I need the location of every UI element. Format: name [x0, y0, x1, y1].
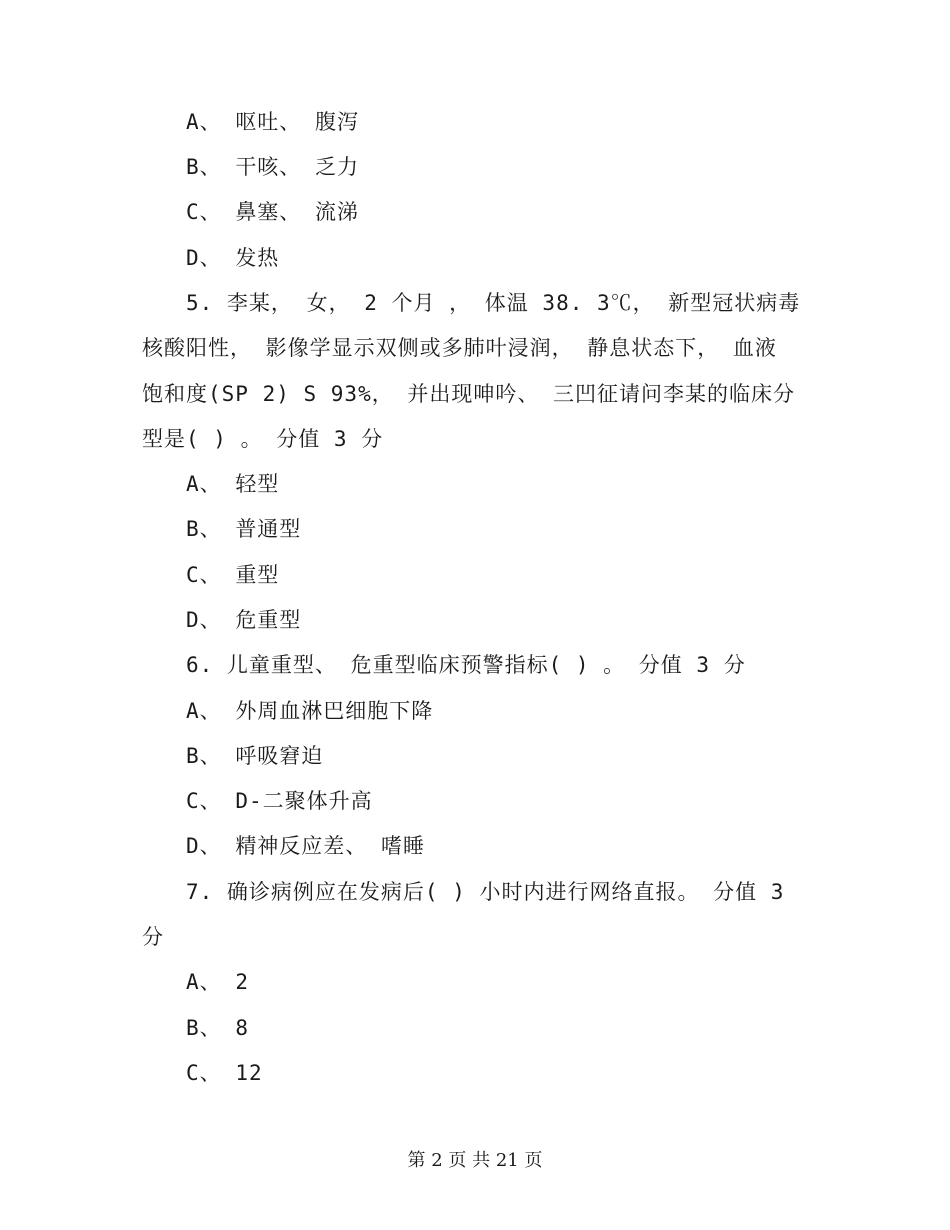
q5-option-a: A、 轻型 [186, 472, 280, 496]
page-number-footer: 第 2 页 共 21 页 [407, 1150, 543, 1171]
q7-question-line-2: 分 [142, 925, 164, 949]
q6-option-b: B、 呼吸窘迫 [186, 744, 324, 768]
q7-option-a: A、 2 [186, 970, 249, 994]
q4-option-c: C、 鼻塞、 流涕 [186, 200, 359, 224]
q5-question-line-1: 5. 李某， 女， 2 个月 ， 体温 38. 3℃， 新型冠状病毒 [186, 291, 801, 315]
q5-question-line-3: 饱和度(SP 2) S 93%， 并出现呻吟、 三凹征请问李某的临床分 [142, 382, 796, 406]
q5-question-line-2: 核酸阳性， 影像学显示双侧或多肺叶浸润， 静息状态下， 血液 [142, 336, 777, 360]
q6-option-c: C、 D-二聚体升高 [186, 789, 373, 813]
q5-question-line-4: 型是( ) 。 分值 3 分 [142, 427, 384, 451]
q4-option-d: D、 发热 [186, 246, 280, 270]
q7-option-c: C、 12 [186, 1061, 263, 1085]
q5-option-b: B、 普通型 [186, 517, 302, 541]
q7-question-line-1: 7. 确诊病例应在发病后( ) 小时内进行网络直报。 分值 3 [186, 880, 785, 904]
q4-option-b: B、 干咳、 乏力 [186, 155, 359, 179]
q5-option-c: C、 重型 [186, 563, 280, 587]
q6-question-line-1: 6. 儿童重型、 危重型临床预警指标( ) 。 分值 3 分 [186, 653, 746, 677]
q6-option-a: A、 外周血淋巴细胞下降 [186, 699, 434, 723]
q4-option-a: A、 呕吐、 腹泻 [186, 110, 359, 134]
q6-option-d: D、 精神反应差、 嗜睡 [186, 834, 425, 858]
q5-option-d: D、 危重型 [186, 608, 302, 632]
q7-option-b: B、 8 [186, 1016, 249, 1040]
